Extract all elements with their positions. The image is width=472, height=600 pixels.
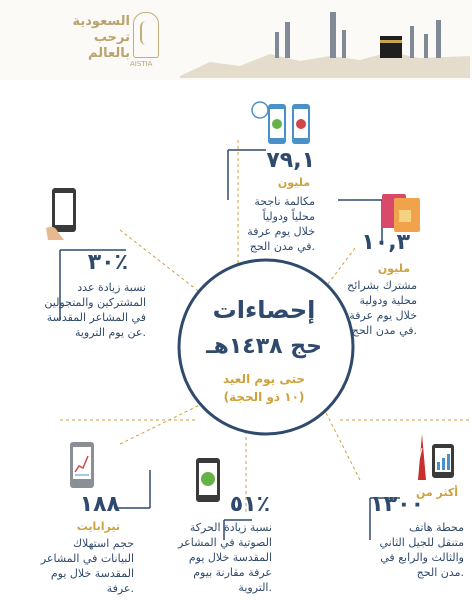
brand-line-3: بالعالم — [88, 46, 130, 61]
page-subtitle: حج ١٤٣٨هـ — [206, 334, 322, 359]
sims-description: مشترك بشرائح محلية ودولية خلال يوم عرفة في مدن الحج. — [347, 279, 417, 337]
calls-description: مكالمة ناجحة محلياً ودولياً خلال يوم عرفة في مدن الحج. — [247, 195, 315, 253]
data-description: حجم استهلاك البيانات في المشاعر المقدسة خلال يوم عرفة. — [40, 537, 134, 595]
subscribers-value: ٣٠٪ — [87, 250, 128, 275]
brand-line-1: السعودية — [72, 14, 130, 29]
calls-unit: مليون — [277, 176, 310, 189]
stations-value: ١٣٠٠ — [370, 492, 424, 517]
stations-prefix: أكثر من — [415, 486, 458, 499]
data-value: ١٨٨ — [79, 492, 120, 517]
smartphone-icon — [44, 188, 84, 240]
sims-value: ١٠,٣ — [361, 230, 410, 255]
page-title: إحصاءات — [212, 296, 316, 324]
data-unit: تيرابايت — [76, 520, 120, 533]
sims-unit: مليون — [377, 262, 410, 275]
brand-line-2: ترحب — [93, 30, 130, 45]
voice-description: نسبة زيادة الحركة الصوتية في المشاعر المقدسة خلال يوم عرفة مقارنة بيوم التروية. — [178, 521, 272, 594]
smartphone-call-icon — [250, 100, 320, 150]
chart-phone-icon — [68, 442, 98, 490]
date-caption-detail: (١٠ ذو الحجة) — [223, 390, 305, 404]
brand-caption: AISTIA — [130, 60, 153, 68]
date-caption: حتى يوم العيد — [222, 372, 306, 386]
cell-tower-icon — [408, 430, 458, 484]
sim-card-icon — [378, 190, 428, 234]
voice-value: ٥١٪ — [229, 492, 270, 517]
stations-description: محطة هاتف متنقل للجيل الثاني والثالث والرابع في مدن الحج. — [379, 521, 464, 579]
calls-value: ٧٩,١ — [266, 148, 315, 173]
subscribers-description: نسبة زيادة عدد المشتركين والمتجولين في المشاعر المقدسة عن يوم التروية. — [44, 281, 146, 339]
